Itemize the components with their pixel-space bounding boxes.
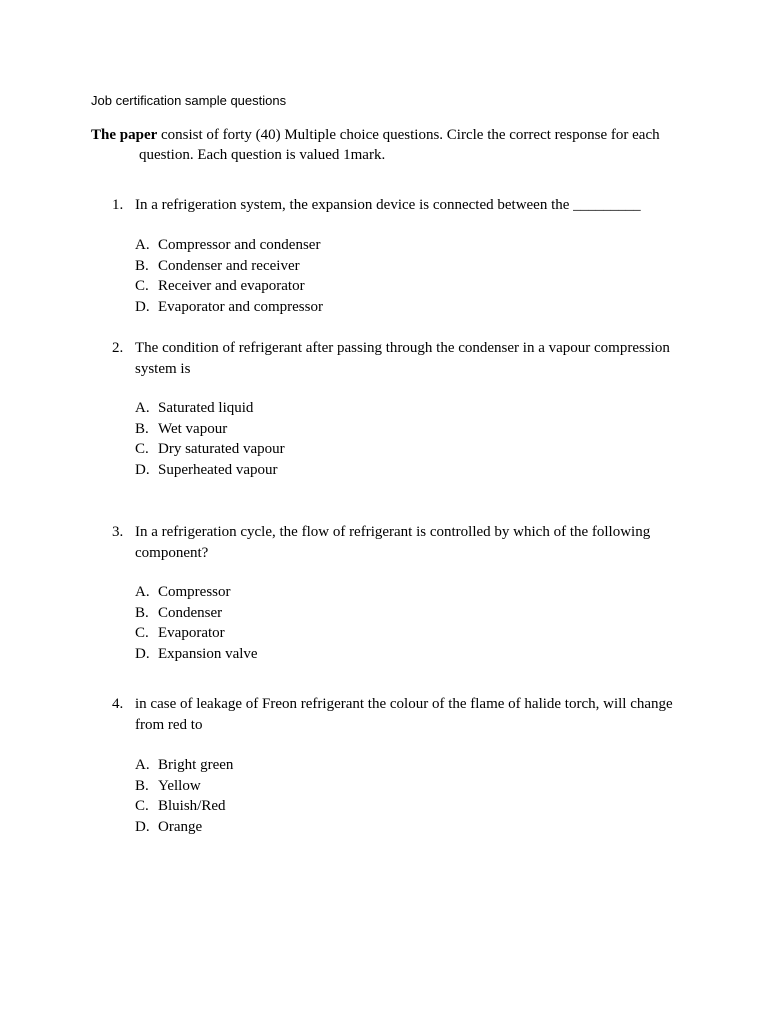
option-text: Yellow [158, 777, 201, 794]
answer-option-d[interactable] [135, 644, 258, 665]
option-text: Superheated vapour [158, 461, 278, 478]
question-number: 1. [112, 197, 124, 213]
instructions-line-1-text: consist of forty (40) Multiple choice questions. Circle the correct response for each [157, 127, 660, 143]
option-letter: C. [135, 798, 149, 814]
answer-options [135, 582, 258, 664]
question-number: 3. [112, 524, 124, 540]
question-number: 4. [112, 696, 124, 712]
option-letter: A. [135, 400, 150, 416]
option-letter: A. [135, 584, 150, 600]
answer-option-c[interactable] [135, 276, 323, 297]
option-text: Wet vapour [158, 420, 228, 437]
option-text: Condenser [158, 604, 223, 621]
answer-option-a[interactable] [135, 582, 258, 603]
option-letter: D. [135, 818, 150, 835]
answer-option-c[interactable] [135, 796, 233, 817]
answer-option-d[interactable] [135, 460, 285, 481]
answer-option-d[interactable] [135, 817, 233, 838]
answer-option-b[interactable] [135, 776, 233, 797]
option-text: Condenser and receiver [158, 257, 300, 274]
option-letter: C. [135, 441, 149, 457]
option-letter: B. [135, 604, 149, 621]
option-text: Bluish/Red [158, 798, 226, 814]
option-letter: D. [135, 298, 150, 315]
answer-options [135, 235, 323, 317]
option-text: Orange [158, 818, 203, 835]
answer-option-b[interactable] [135, 603, 258, 624]
option-text: Compressor [158, 584, 231, 600]
answer-options [135, 398, 285, 480]
document-heading: Job certification sample questions [91, 93, 287, 108]
option-text: Dry saturated vapour [158, 441, 285, 457]
option-letter: B. [135, 420, 149, 437]
instructions-line-1 [91, 125, 691, 145]
question-text: The condition of refrigerant after passing through the condenser in a vapour compression system is [135, 340, 670, 377]
answer-option-a[interactable] [135, 235, 323, 256]
option-text: Evaporator [158, 625, 225, 641]
option-letter: C. [135, 278, 149, 294]
option-letter: D. [135, 461, 150, 478]
answer-option-a[interactable] [135, 755, 233, 776]
question-number: 2. [112, 340, 124, 356]
answer-option-b[interactable] [135, 256, 323, 277]
answer-option-c[interactable] [135, 623, 258, 644]
instructions-paragraph [91, 125, 691, 165]
answer-option-b[interactable] [135, 419, 285, 440]
instructions-bold-lead: The paper [91, 127, 158, 143]
answer-option-a[interactable] [135, 398, 285, 419]
instructions-line-2: question. Each question is valued 1mark. [139, 147, 386, 163]
question-text: In a refrigeration cycle, the flow of refrigerant is controlled by which of the following component? [135, 524, 651, 561]
option-letter: C. [135, 625, 149, 641]
option-text: Saturated liquid [158, 400, 254, 416]
question-text: In a refrigeration system, the expansion device is connected between the _________ [135, 197, 641, 213]
option-letter: B. [135, 257, 149, 274]
option-text: Compressor and condenser [158, 237, 321, 253]
option-text: Receiver and evaporator [158, 278, 305, 294]
answer-option-c[interactable] [135, 439, 285, 460]
option-letter: D. [135, 645, 150, 662]
option-text: Expansion valve [158, 645, 258, 662]
option-text: Bright green [158, 757, 234, 773]
option-letter: B. [135, 777, 149, 794]
option-letter: A. [135, 237, 150, 253]
answer-option-d[interactable] [135, 297, 323, 318]
option-letter: A. [135, 757, 150, 773]
option-text: Evaporator and compressor [158, 298, 323, 315]
question-text: in case of leakage of Freon refrigerant the colour of the flame of halide torch, will change from red to [135, 696, 673, 733]
answer-options [135, 755, 233, 837]
